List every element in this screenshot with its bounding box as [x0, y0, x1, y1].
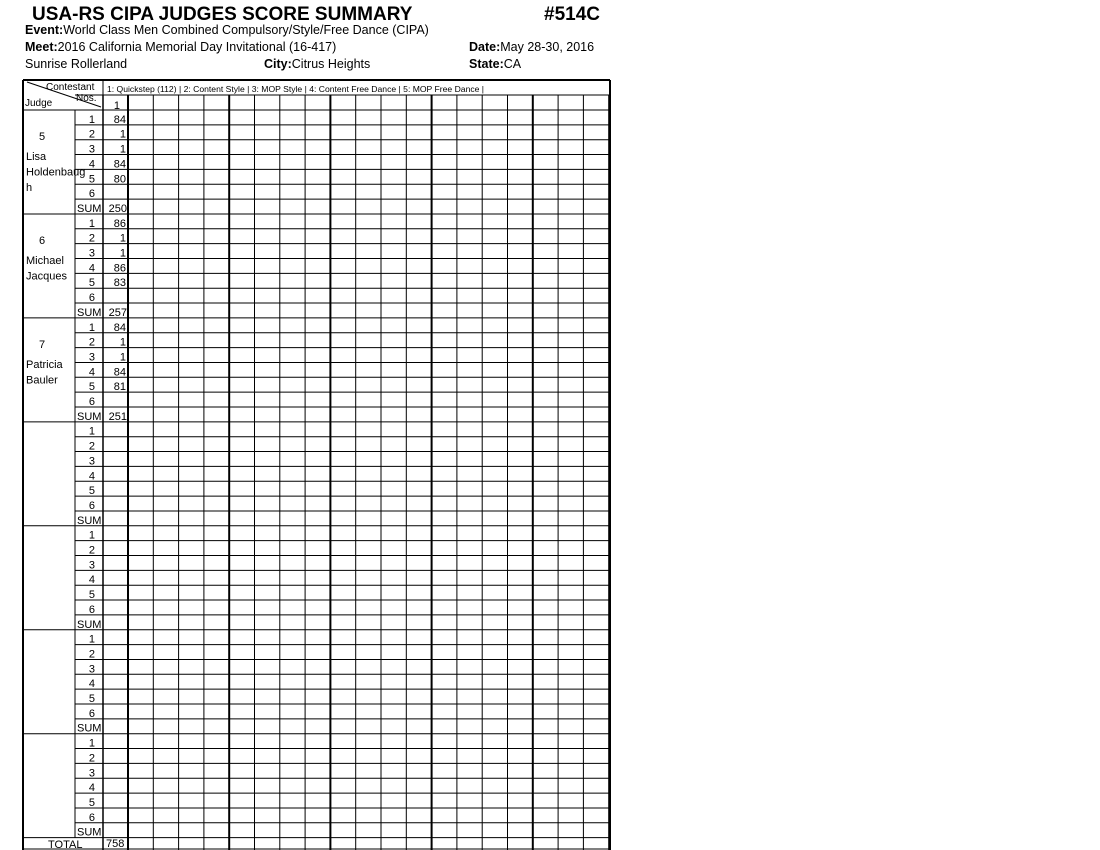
city-value: Citrus Heights [291, 57, 371, 71]
row-number: 6 [88, 707, 95, 720]
sum-label: SUM [77, 410, 102, 423]
row-number: 2 [88, 752, 95, 765]
judge-name: Bauler [26, 374, 58, 387]
judge-number: 6 [38, 234, 46, 247]
row-number: 2 [88, 648, 95, 661]
score-value: 84 [113, 113, 126, 126]
sum-label: SUM [77, 722, 102, 735]
judge-name: Michael [26, 254, 64, 267]
score-value: 84 [113, 321, 126, 334]
score-value: 1 [119, 128, 126, 141]
sum-label: SUM [77, 826, 102, 839]
sum-value: 251 [108, 410, 127, 423]
judge-name: Lisa [26, 151, 47, 163]
judge-name: Holdenbaug [26, 166, 86, 179]
score-value: 84 [113, 158, 126, 171]
sum-value: 257 [108, 306, 127, 319]
row-number: 4 [88, 678, 95, 691]
row-number: 5 [88, 485, 95, 498]
venue-name: Sunrise Rollerland [25, 57, 128, 71]
events-legend: 1: Quickstep (112) | 2: Content Style | 3: MOP Style | 4: Content Free Dance | 5: MOP Free Dance | [107, 84, 485, 94]
row-number: 3 [88, 767, 95, 780]
row-number: 6 [88, 188, 95, 201]
row-number: 1 [88, 633, 95, 646]
date-value: May 28-30, 2016 [500, 40, 595, 54]
score-value: 1 [119, 232, 126, 245]
score-value: 86 [113, 262, 126, 275]
row-number: 1 [88, 321, 95, 334]
row-number: 5 [88, 589, 95, 602]
date-label: Date: [469, 40, 501, 54]
sheet-number: #514C [544, 4, 600, 25]
sum-label: SUM [77, 514, 102, 527]
row-number: 5 [88, 381, 95, 394]
row-number: 3 [88, 143, 95, 156]
row-number: 2 [88, 440, 95, 453]
row-number: 4 [88, 158, 95, 171]
score-value: 1 [119, 336, 126, 349]
score-value: 86 [113, 217, 126, 230]
row-number: 1 [88, 113, 95, 126]
row-number: 5 [88, 173, 95, 186]
row-number: 3 [88, 663, 95, 676]
row-number: 1 [88, 217, 95, 230]
row-number: 5 [88, 693, 95, 705]
score-value: 80 [113, 173, 126, 186]
city-label: City: [264, 57, 292, 71]
judge-name: h [26, 182, 33, 194]
row-number: 6 [88, 292, 95, 305]
row-number: 2 [88, 544, 95, 557]
row-number: 4 [88, 470, 95, 483]
row-number: 3 [88, 455, 95, 468]
state-label: State: [469, 57, 504, 71]
row-number: 2 [88, 128, 95, 141]
score-value: 81 [113, 381, 126, 394]
sum-label: SUM [77, 306, 102, 319]
event-label: Event: [25, 23, 64, 37]
document-title: USA-RS CIPA JUDGES SCORE SUMMARY [32, 4, 413, 25]
judge-name: Jacques [26, 270, 67, 283]
meet-label: Meet: [25, 40, 58, 54]
row-number: 3 [88, 351, 95, 364]
meet-value: 2016 California Memorial Day Invitational (16-417) [57, 40, 337, 54]
row-number: 1 [88, 529, 95, 542]
sum-label: SUM [77, 202, 102, 215]
judge-number: 7 [38, 338, 46, 351]
judge-number: 5 [38, 131, 46, 143]
row-number: 4 [88, 262, 95, 275]
total-value: 758 [106, 838, 125, 850]
row-number: 1 [88, 425, 95, 438]
row-number: 6 [88, 499, 95, 512]
score-value: 1 [119, 247, 126, 260]
sum-label: SUM [77, 618, 102, 631]
row-number: 5 [88, 277, 95, 290]
row-number: 6 [88, 396, 95, 408]
judge-name: Patricia [26, 358, 63, 371]
row-number: 6 [88, 811, 95, 824]
row-number: 4 [88, 366, 95, 379]
row-number: 2 [88, 336, 95, 349]
row-number: 4 [88, 782, 95, 795]
contestant-label: Contestant [46, 82, 95, 93]
contestant-number: 1 [113, 100, 120, 112]
score-value: 1 [119, 143, 126, 156]
row-number: 4 [88, 574, 95, 587]
row-number: 3 [88, 247, 95, 260]
event-value: World Class Men Combined Compulsory/Style/Free Dance (CIPA) [63, 23, 429, 37]
total-label: TOTAL [48, 839, 83, 850]
state-value: CA [503, 57, 522, 71]
sum-value: 250 [108, 202, 127, 215]
row-number: 2 [88, 232, 95, 245]
score-value: 83 [113, 277, 126, 290]
score-value: 1 [119, 351, 126, 364]
judge-header-label: Judge [25, 98, 53, 109]
row-number: 1 [88, 737, 95, 750]
row-number: 5 [88, 796, 95, 809]
nos-label: Nos. [76, 93, 97, 104]
row-number: 6 [88, 603, 95, 616]
score-value: 84 [113, 366, 126, 379]
row-number: 3 [88, 559, 95, 572]
